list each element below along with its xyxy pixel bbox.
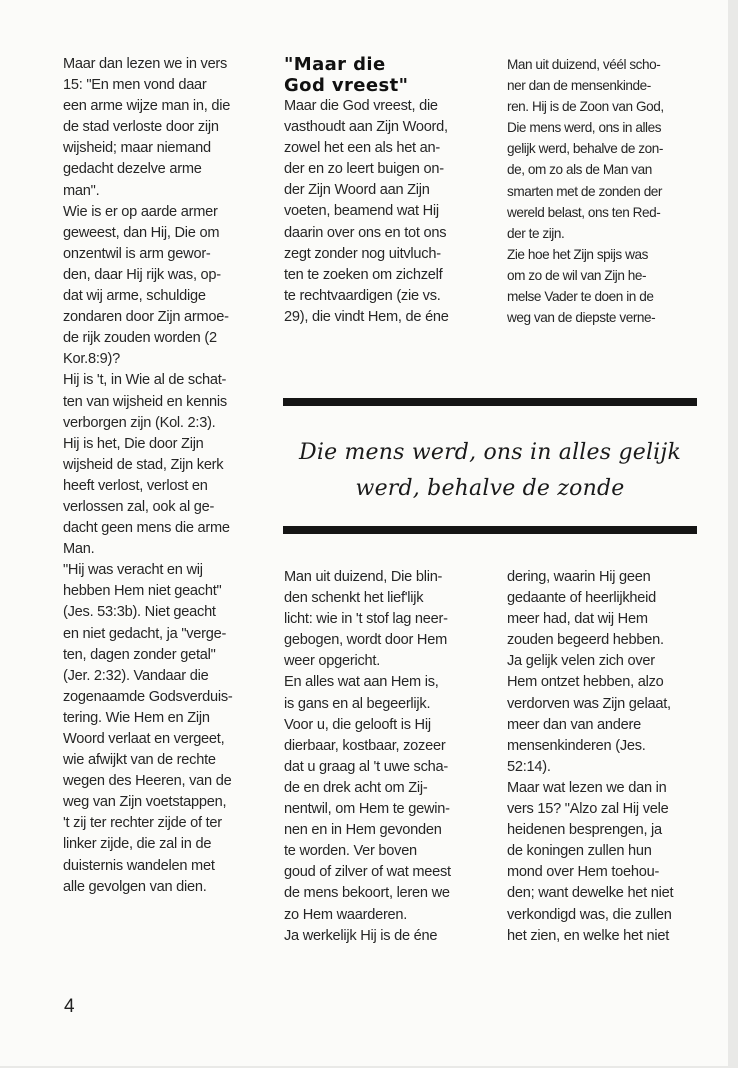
text-line: Man.: [63, 541, 95, 558]
column-1-text: [63, 54, 232, 898]
text-line: den; want dewelke het niet: [507, 885, 674, 902]
text-line: nentwil, om Hem te gewin-: [284, 801, 450, 818]
text-line: En alles wat aan Hem is,: [284, 674, 439, 691]
text-line: 29), die vindt Hem, de éne: [284, 308, 449, 325]
text-line: weer opgericht.: [284, 653, 381, 670]
text-line: Hem ontzet hebben, alzo: [507, 674, 664, 691]
text-line: dacht geen mens die arme: [63, 520, 230, 537]
text-line: ten, dagen zonder getal": [63, 646, 216, 663]
text-line: der Zijn Woord aan Zijn: [284, 182, 430, 199]
text-line: de rijk zouden worden (2: [63, 330, 217, 347]
text-line: is gans en al begeerlijk.: [284, 695, 431, 712]
text-line: weg van Zijn voetstappen,: [63, 794, 227, 811]
text-line: Man uit duizend, véél scho-: [507, 57, 661, 72]
text-line: gelijk werd, behalve de zon-: [507, 141, 663, 157]
text-line: Maar wat lezen we dan in: [507, 779, 667, 796]
text-line: Ja gelijk velen zich over: [507, 653, 655, 670]
text-line: wegen des Heeren, van de: [63, 773, 232, 790]
text-line: wijsheid de stad, Zijn kerk: [63, 456, 224, 473]
text-line: te rechtvaardigen (zie vs.: [284, 287, 441, 304]
text-line: (Jes. 53:3b). Niet geacht: [63, 604, 216, 621]
text-line: zogenaamde Godsverduis-: [63, 688, 233, 705]
text-line: mond over Hem toehou-: [507, 864, 660, 881]
text-line: dering, waarin Hij geen: [507, 569, 651, 585]
text-line: hebben Hem niet geacht": [63, 583, 222, 600]
text-line: zo Hem waarderen.: [284, 906, 408, 923]
text-line: Woord verlaat en vergeet,: [63, 731, 225, 747]
text-line: gedacht dezelve arme: [63, 161, 202, 178]
text-line: de en drek acht om Zij-: [284, 779, 428, 796]
text-line: Wie is er op aarde armer: [63, 203, 218, 220]
pull-quote-line-1: Die mens werd, ons in alles gelijk: [299, 440, 681, 465]
text-line: nen en in Hem gevonden: [284, 822, 442, 839]
text-line: Maar die God vreest, die: [284, 98, 438, 114]
text-line: verborgen zijn (Kol. 2:3).: [63, 414, 216, 431]
column-3-bottom-text: [507, 567, 673, 947]
text-line: man".: [63, 182, 100, 199]
column-3-bottom: [507, 567, 673, 947]
text-line: Maar dan lezen we in vers: [63, 56, 228, 72]
text-line: mensenkinderen (Jes.: [507, 737, 646, 754]
text-line: ren. Hij is de Zoon van God,: [507, 99, 664, 115]
pull-quote-bottom-rule: [283, 526, 697, 534]
text-line: zouden begeerd hebben.: [507, 632, 664, 649]
text-line: dat wij arme, schuldige: [63, 288, 206, 305]
text-line: onzentwil is arm gewor-: [63, 245, 211, 262]
column-3-top: [507, 54, 664, 328]
text-line: wie afwijkt van de rechte: [63, 752, 216, 769]
page-number: 4: [64, 996, 75, 1017]
text-line: Ja werkelijk Hij is de éne: [284, 927, 438, 944]
text-line: om zo de wil van Zijn he-: [507, 267, 647, 283]
text-line: weg van de diepste verne-: [507, 310, 656, 326]
section-heading-line-2: God vreest": [284, 75, 409, 96]
text-line: smarten met de zonden der: [507, 183, 662, 199]
text-line: daarin over ons en tot ons: [284, 224, 447, 241]
column-3-top-text: [507, 54, 664, 328]
text-line: duisternis wandelen met: [63, 857, 215, 874]
text-line: de mens bekoort, leren we: [284, 885, 450, 902]
text-line: de koningen zullen hun: [507, 843, 652, 860]
text-line: ner dan de mensenkinde-: [507, 78, 651, 94]
text-line: Die mens werd, ons in alles: [507, 120, 662, 136]
text-line: Hij is het, Die door Zijn: [63, 435, 204, 452]
text-line: dierbaar, kostbaar, zozeer: [284, 737, 446, 754]
column-2-bottom: [284, 567, 451, 947]
text-line: alle gevolgen van dien.: [63, 878, 207, 895]
text-line: heidenen besprengen, ja: [507, 822, 662, 839]
text-line: gedaante of heerlijkheid: [507, 590, 656, 607]
text-line: verlossen zal, ook al ge-: [63, 498, 215, 515]
text-line: meer had, dat wij Hem: [507, 611, 648, 628]
text-line: licht: wie in 't stof lag neer-: [284, 611, 448, 628]
text-line: linker zijde, die zal in de: [63, 836, 212, 853]
column-2-top: [284, 54, 449, 328]
text-line: Zie hoe het Zijn spijs was: [507, 246, 648, 262]
section-heading-line-1: "Maar die: [284, 54, 386, 75]
text-line: der te zijn.: [507, 225, 565, 241]
text-line: de, om zo als de Man van: [507, 162, 652, 178]
text-line: (Jer. 2:32). Vandaar die: [63, 667, 209, 684]
section-heading: [284, 54, 449, 96]
pull-quote-top-rule: [283, 398, 697, 406]
text-line: den schenkt het lief'lijk: [284, 590, 424, 607]
text-line: ten te zoeken om zichzelf: [284, 266, 443, 283]
text-line: dat u graag al 't uwe scha-: [284, 758, 448, 775]
text-line: zowel het een als het an-: [284, 140, 441, 157]
text-line: wereld belast, ons ten Red-: [507, 204, 661, 220]
text-line: den, daar Hij rijk was, op-: [63, 266, 221, 283]
text-line: zondaren door Zijn armoe-: [63, 309, 229, 326]
text-line: meer dan van andere: [507, 716, 641, 733]
pull-quote-line-2: werd, behalve de zonde: [355, 476, 625, 501]
text-line: de stad verloste door zijn: [63, 119, 219, 136]
text-line: "Hij was veracht en wij: [63, 562, 203, 579]
text-line: gebogen, wordt door Hem: [284, 632, 447, 649]
text-line: een arme wijze man in, die: [63, 98, 231, 115]
text-line: vers 15? "Alzo zal Hij vele: [507, 801, 669, 818]
text-line: en niet gedacht, ja "verge-: [63, 625, 227, 642]
text-line: der en zo leert buigen on-: [284, 161, 444, 178]
pull-quote: [283, 435, 697, 507]
text-line: verdorven was Zijn gelaat,: [507, 695, 671, 712]
text-line: Voor u, die gelooft is Hij: [284, 716, 431, 733]
text-line: ten van wijsheid en kennis: [63, 393, 227, 410]
text-line: heeft verlost, verlost en: [63, 477, 208, 494]
text-line: 15: "En men vond daar: [63, 77, 207, 94]
text-line: te worden. Ver boven: [284, 843, 417, 860]
text-line: het zien, en welke het niet: [507, 927, 669, 944]
text-line: 't zij ter rechter zijde of ter: [63, 815, 222, 832]
column-2-bottom-text: [284, 567, 451, 947]
text-line: wijsheid; maar niemand: [63, 140, 211, 157]
text-line: geweest, dan Hij, Die om: [63, 224, 220, 241]
text-line: zegt zonder nog uitvluch-: [284, 245, 441, 262]
text-line: Kor.8:9)?: [63, 351, 120, 368]
column-2-top-text: [284, 96, 449, 328]
text-line: verkondigd was, die zullen: [507, 906, 672, 923]
text-line: voeten, beamend wat Hij: [284, 203, 439, 220]
text-line: melse Vader te doen in de: [507, 289, 654, 305]
text-line: vasthoudt aan Zijn Woord,: [284, 119, 448, 136]
text-line: Hij is 't, in Wie al de schat-: [63, 372, 227, 389]
text-line: goud of zilver of wat meest: [284, 864, 451, 881]
text-line: tering. Wie Hem en Zijn: [63, 709, 210, 726]
text-line: 52:14).: [507, 758, 551, 775]
column-1: [63, 54, 232, 898]
text-line: Man uit duizend, Die blin-: [284, 569, 443, 585]
